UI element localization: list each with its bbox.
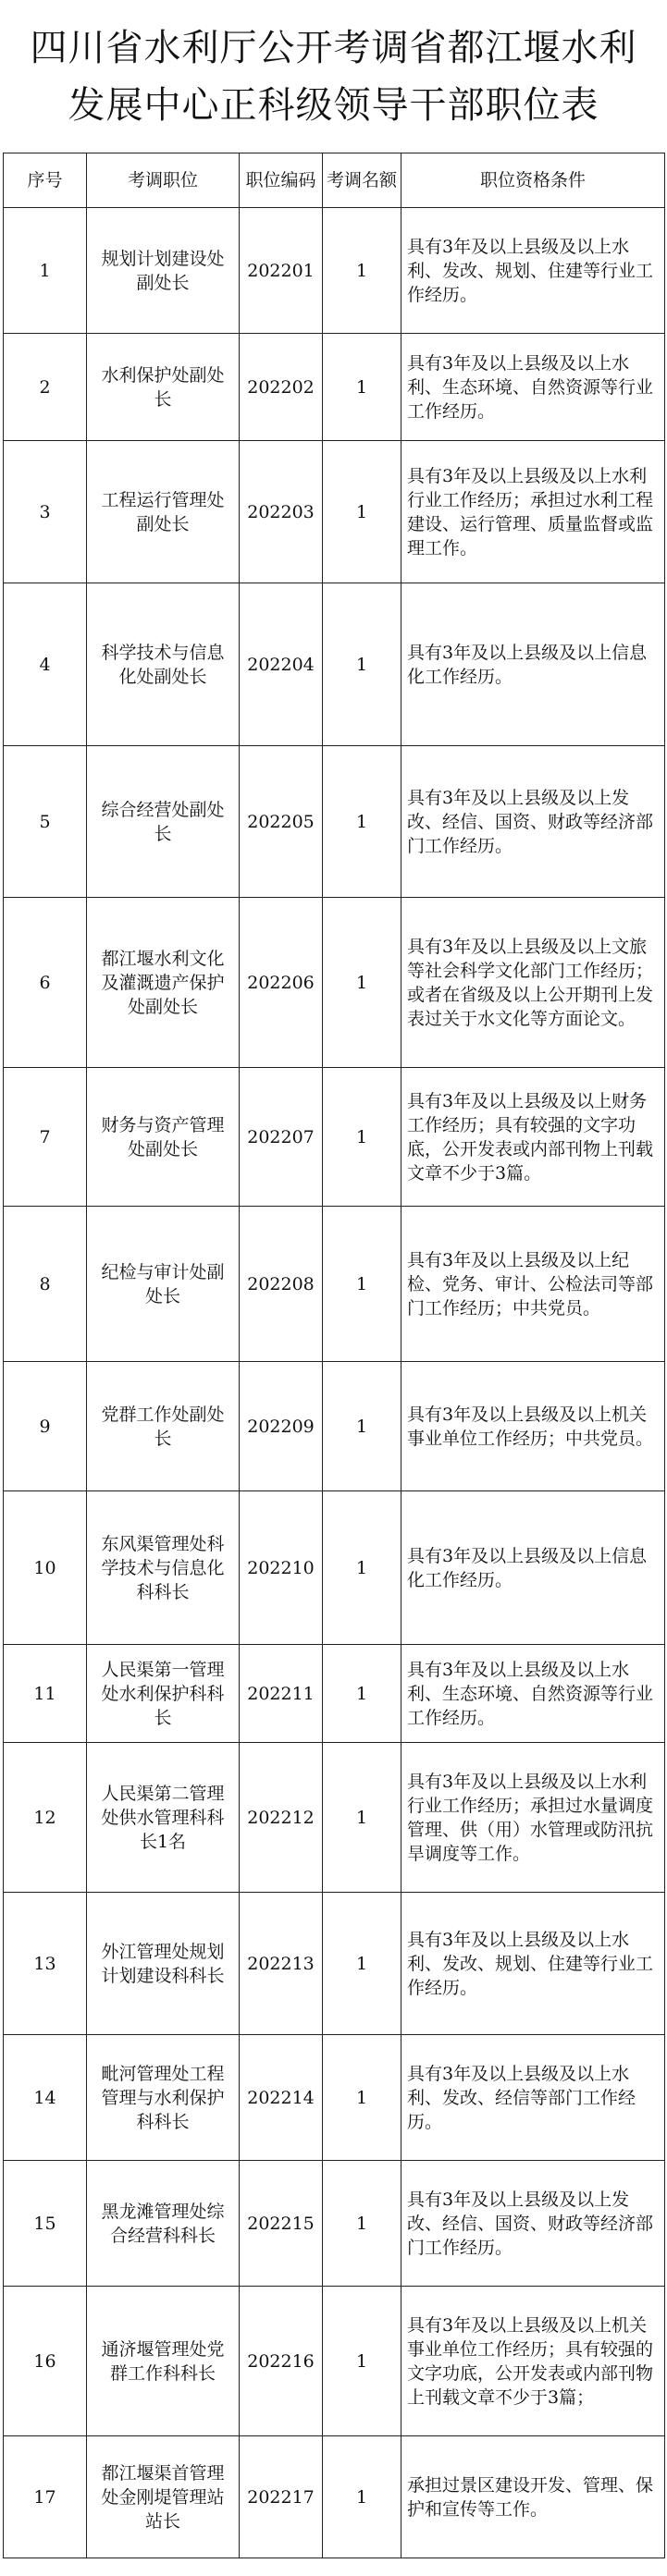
row-position: 综合经营处副处长: [87, 746, 240, 898]
table-row: [4, 1893, 665, 2035]
row-position: 工程运行管理处副处长: [87, 441, 240, 583]
row-quota: 1: [323, 2436, 401, 2558]
row-quota: 1: [323, 1743, 401, 1893]
row-position: 人民渠第二管理处供水管理科科长1名: [87, 1743, 240, 1893]
header-index: 序号: [4, 153, 87, 208]
row-position: 纪检与审计处副处长: [87, 1207, 240, 1362]
requirements-text: 具有3年及以上县级及以上财务工作经历；具有较强的文字功底，公开发表或内部刊物上刊载文章不少于3篇。: [407, 1090, 654, 1184]
row-quota: 1: [323, 898, 401, 1068]
table-row: [4, 2287, 665, 2436]
row-index: 10: [4, 1491, 87, 1645]
requirements-text: 具有3年及以上县级及以上水利、生态环境、自然资源等行业工作经历。: [407, 1659, 654, 1728]
row-requirements: [401, 898, 665, 1068]
requirements-text: 具有3年及以上县级及以上机关事业单位工作经历；具有较强的文字功底，公开发表或内部刊物上刊载文章不少于3篇；: [407, 2314, 654, 2408]
row-index: 11: [4, 1645, 87, 1743]
row-code: 202217: [240, 2436, 323, 2558]
row-index: 4: [4, 583, 87, 746]
row-quota: 1: [323, 1207, 401, 1362]
row-quota: 1: [323, 441, 401, 583]
row-code: 202203: [240, 441, 323, 583]
row-requirements: [401, 441, 665, 583]
row-position: 黑龙滩管理处综合经营科科长: [87, 2161, 240, 2287]
row-requirements: [401, 1645, 665, 1743]
row-code: 202202: [240, 334, 323, 441]
requirements-text: 具有3年及以上县级及以上纪检、党务、审计、公检法司等部门工作经历；中共党员。: [407, 1249, 654, 1319]
requirements-text: 具有3年及以上县级及以上水利、生态环境、自然资源等行业工作经历。: [407, 352, 654, 422]
row-requirements: [401, 583, 665, 746]
row-code: 202212: [240, 1743, 323, 1893]
row-code: 202206: [240, 898, 323, 1068]
title-line-1: 四川省水利厅公开考调省都江堰水利: [30, 26, 637, 69]
row-index: 8: [4, 1207, 87, 1362]
table-body: [4, 208, 665, 2558]
requirements-text: 具有3年及以上县级及以上机关事业单位工作经历；中共党员。: [407, 1404, 654, 1449]
row-position: 规划计划建设处副处长: [87, 208, 240, 334]
row-position: 东风渠管理处科学技术与信息化科科长: [87, 1491, 240, 1645]
row-index: 9: [4, 1362, 87, 1491]
row-quota: 1: [323, 1893, 401, 2035]
table-row: [4, 334, 665, 441]
row-code: 202211: [240, 1645, 323, 1743]
header-requirements: 职位资格条件: [401, 153, 665, 208]
requirements-text: 具有3年及以上县级及以上信息化工作经历。: [407, 1545, 648, 1590]
table-row: [4, 746, 665, 898]
requirements-text: 具有3年及以上县级及以上水利行业工作经历；承担过水利工程建设、运行管理、质量监督或监理工作。: [407, 465, 654, 558]
row-code: 202204: [240, 583, 323, 746]
row-requirements: [401, 2436, 665, 2558]
table-row: [4, 1491, 665, 1645]
requirements-text: 具有3年及以上县级及以上文旅等社会科学文化部门工作经历；或者在省级及以上公开期刊上发表过关于水文化等方面论文。: [407, 936, 654, 1029]
row-requirements: [401, 746, 665, 898]
row-position: 人民渠第一管理处水利保护科科长: [87, 1645, 240, 1743]
row-code: 202205: [240, 746, 323, 898]
row-code: 202214: [240, 2035, 323, 2161]
row-index: 17: [4, 2436, 87, 2558]
title-line-2: 发展中心正科级领导干部职位表: [68, 83, 599, 127]
row-index: 7: [4, 1068, 87, 1207]
row-quota: 1: [323, 334, 401, 441]
requirements-text: 具有3年及以上县级及以上水利、发改、经信等部门工作经历。: [407, 2063, 636, 2132]
table-row: [4, 1207, 665, 1362]
row-requirements: [401, 334, 665, 441]
row-requirements: [401, 1362, 665, 1491]
table-row: [4, 1068, 665, 1207]
row-quota: 1: [323, 583, 401, 746]
row-index: 3: [4, 441, 87, 583]
row-code: 202207: [240, 1068, 323, 1207]
row-requirements: [401, 1743, 665, 1893]
table-row: [4, 441, 665, 583]
row-position: 都江堰水利文化及灌溉遗产保护处副处长: [87, 898, 240, 1068]
row-requirements: [401, 1207, 665, 1362]
row-index: 1: [4, 208, 87, 334]
row-requirements: [401, 1893, 665, 2035]
row-requirements: [401, 2287, 665, 2436]
table-row: [4, 583, 665, 746]
row-index: 15: [4, 2161, 87, 2287]
row-position: 都江堰渠首管理处金刚堤管理站站长: [87, 2436, 240, 2558]
table-row: [4, 2035, 665, 2161]
row-code: 202216: [240, 2287, 323, 2436]
row-index: 14: [4, 2035, 87, 2161]
table-row: [4, 898, 665, 1068]
row-position: 党群工作处副处长: [87, 1362, 240, 1491]
row-position: 通济堰管理处党群工作科科长: [87, 2287, 240, 2436]
row-requirements: [401, 2035, 665, 2161]
row-quota: 1: [323, 1491, 401, 1645]
row-index: 6: [4, 898, 87, 1068]
requirements-text: 具有3年及以上县级及以上信息化工作经历。: [407, 642, 648, 687]
requirements-text: 具有3年及以上县级及以上发改、经信、国资、财政等经济部门工作经历。: [407, 2189, 654, 2258]
table-row: [4, 2161, 665, 2287]
row-index: 12: [4, 1743, 87, 1893]
table-row: [4, 208, 665, 334]
row-code: 202208: [240, 1207, 323, 1362]
row-requirements: [401, 1068, 665, 1207]
row-quota: 1: [323, 1362, 401, 1491]
table-row: [4, 1645, 665, 1743]
row-quota: 1: [323, 1645, 401, 1743]
row-position: 外江管理处规划计划建设科科长: [87, 1893, 240, 2035]
requirements-text: 具有3年及以上县级及以上发改、经信、国资、财政等经济部门工作经历。: [407, 787, 654, 856]
row-code: 202209: [240, 1362, 323, 1491]
row-position: 毗河管理处工程管理与水利保护科科长: [87, 2035, 240, 2161]
requirements-text: 具有3年及以上县级及以上水利、发改、规划、住建等行业工作经历。: [407, 1929, 654, 1998]
header-position: 考调职位: [87, 153, 240, 208]
table-row: [4, 1362, 665, 1491]
requirements-text: 具有3年及以上县级及以上水利、发改、规划、住建等行业工作经历。: [407, 236, 654, 305]
table-row: [4, 1743, 665, 1893]
row-quota: 1: [323, 746, 401, 898]
document-title: [0, 0, 667, 153]
row-code: 202215: [240, 2161, 323, 2287]
row-index: 5: [4, 746, 87, 898]
row-code: 202201: [240, 208, 323, 334]
row-index: 16: [4, 2287, 87, 2436]
row-quota: 1: [323, 1068, 401, 1207]
positions-table: [3, 153, 665, 2558]
row-quota: 1: [323, 2287, 401, 2436]
table-row: [4, 2436, 665, 2558]
row-position: 水利保护处副处长: [87, 334, 240, 441]
row-index: 2: [4, 334, 87, 441]
row-quota: 1: [323, 2035, 401, 2161]
requirements-text: 具有3年及以上县级及以上水利行业工作经历；承担过水量调度管理、供（用）水管理或防汛抗旱调度等工作。: [407, 1771, 654, 1864]
table-header-row: [4, 153, 665, 208]
row-requirements: [401, 1491, 665, 1645]
row-position: 财务与资产管理处副处长: [87, 1068, 240, 1207]
requirements-text: 承担过景区建设开发、管理、保护和宣传等工作。: [407, 2474, 654, 2520]
row-requirements: [401, 208, 665, 334]
row-quota: 1: [323, 208, 401, 334]
row-quota: 1: [323, 2161, 401, 2287]
row-position: 科学技术与信息化处副处长: [87, 583, 240, 746]
row-code: 202210: [240, 1491, 323, 1645]
header-quota: 考调名额: [323, 153, 401, 208]
row-requirements: [401, 2161, 665, 2287]
row-index: 13: [4, 1893, 87, 2035]
header-code: 职位编码: [240, 153, 323, 208]
row-code: 202213: [240, 1893, 323, 2035]
